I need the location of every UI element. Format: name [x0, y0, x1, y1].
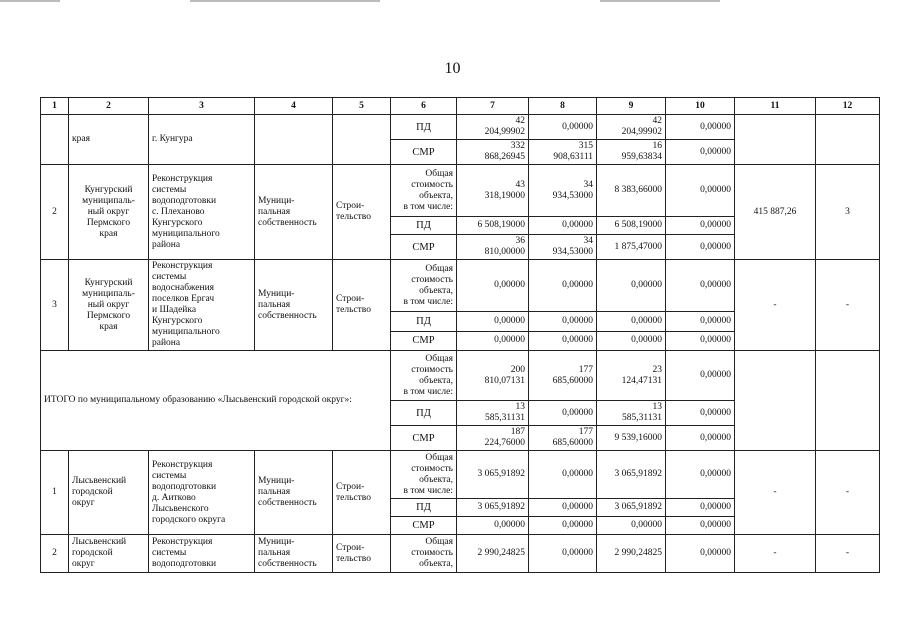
col12-cell: 3: [816, 165, 880, 260]
value-cell: 0,00000: [597, 331, 666, 351]
header-cell: 12: [816, 98, 880, 115]
value-cell: 6 508,19000: [457, 217, 529, 235]
page-number: 10: [444, 60, 461, 77]
district-cell: Лысьвенский городской округ: [69, 535, 149, 573]
scan-edge-line: [190, 0, 380, 2]
ownership-cell: Муници- пальная собственность: [255, 451, 333, 535]
header-cell: 5: [333, 98, 391, 115]
value-cell: 0,00000: [666, 401, 735, 426]
district-cell: Кунгурский муниципаль- ный округ Пермского края: [69, 260, 149, 351]
cell: [816, 351, 880, 451]
cost-type-cell: СМР: [391, 517, 457, 535]
value-cell: 34 934,53000: [529, 165, 597, 217]
value-cell: 0,00000: [666, 426, 735, 451]
value-cell: 0,00000: [666, 235, 735, 260]
row-number: 3: [41, 260, 69, 351]
cost-type-cell: Общая стоимость объекта, в том числе:: [391, 351, 457, 401]
value-cell: 13 585,31131: [597, 401, 666, 426]
header-cell: 7: [457, 98, 529, 115]
header-cell: 2: [69, 98, 149, 115]
table-row: [41, 260, 880, 312]
value-cell: 0,00000: [597, 517, 666, 535]
table-row: [41, 165, 880, 217]
table-row: [41, 115, 880, 140]
value-cell: 23 124,47131: [597, 351, 666, 401]
value-cell: 42 204,99902: [597, 115, 666, 140]
cell: [333, 115, 391, 165]
object-cell: Реконструкция системы водоподготовки с. Плеханово Кунгурского муниципального района: [149, 165, 255, 260]
value-cell: 0,00000: [457, 260, 529, 312]
cost-type-cell: Общая стоимость объекта,: [391, 535, 457, 573]
ownership-cell: Муници- пальная собственность: [255, 535, 333, 573]
district-cell: Лысьвенский городской округ: [69, 451, 149, 535]
ownership-cell: Муници- пальная собственность: [255, 260, 333, 351]
col11-cell: -: [735, 535, 816, 573]
object-cell: Реконструкция системы водоснабжения поселков Ергач и Шадейка Кунгурского муниципального района: [149, 260, 255, 351]
value-cell: 0,00000: [666, 115, 735, 140]
value-cell: 0,00000: [529, 535, 597, 573]
value-cell: 0,00000: [666, 217, 735, 235]
object-cell: Реконструкция системы водоподготовки: [149, 535, 255, 573]
value-cell: 6 508,19000: [597, 217, 666, 235]
value-cell: 0,00000: [666, 331, 735, 351]
col11-cell: -: [735, 260, 816, 351]
value-cell: 3 065,91892: [597, 499, 666, 517]
value-cell: 0,00000: [529, 499, 597, 517]
value-cell: 43 318,19000: [457, 165, 529, 217]
value-cell: 36 810,00000: [457, 235, 529, 260]
table-row: [41, 535, 880, 573]
cell: [735, 351, 816, 451]
col12-cell: -: [816, 451, 880, 535]
cost-type-cell: ПД: [391, 312, 457, 332]
value-cell: 0,00000: [666, 260, 735, 312]
value-cell: 13 585,31131: [457, 401, 529, 426]
header-cell: 9: [597, 98, 666, 115]
cost-type-cell: ПД: [391, 499, 457, 517]
value-cell: 0,00000: [529, 401, 597, 426]
header-cell: 1: [41, 98, 69, 115]
value-cell: 0,00000: [529, 451, 597, 499]
value-cell: 0,00000: [529, 260, 597, 312]
value-cell: 0,00000: [666, 517, 735, 535]
value-cell: 0,00000: [666, 451, 735, 499]
value-cell: 2 990,24825: [457, 535, 529, 573]
value-cell: 0,00000: [529, 331, 597, 351]
value-cell: 0,00000: [597, 312, 666, 332]
cost-type-cell: Общая стоимость объекта, в том числе:: [391, 451, 457, 499]
ownership-cell: Муници- пальная собственность: [255, 165, 333, 260]
value-cell: 0,00000: [666, 351, 735, 401]
value-cell: 0,00000: [457, 331, 529, 351]
header-cell: 11: [735, 98, 816, 115]
cost-type-cell: ПД: [391, 217, 457, 235]
cost-type-cell: СМР: [391, 426, 457, 451]
row-number: 1: [41, 451, 69, 535]
col11-cell: 415 887,26: [735, 165, 816, 260]
cost-type-cell: ПД: [391, 401, 457, 426]
value-cell: 3 065,91892: [457, 499, 529, 517]
row-number: 2: [41, 535, 69, 573]
header-cell: 10: [666, 98, 735, 115]
cell: [255, 115, 333, 165]
cost-type-cell: СМР: [391, 140, 457, 165]
col11-cell: -: [735, 451, 816, 535]
work-type-cell: Строи- тельство: [333, 451, 391, 535]
value-cell: 0,00000: [529, 115, 597, 140]
value-cell: 16 959,63834: [597, 140, 666, 165]
budget-table: [40, 97, 880, 573]
cell: [816, 115, 880, 165]
header-cell: 3: [149, 98, 255, 115]
value-cell: 332 868,26945: [457, 140, 529, 165]
value-cell: 0,00000: [666, 499, 735, 517]
value-cell: 8 383,66000: [597, 165, 666, 217]
scan-edge-line: [0, 0, 60, 2]
value-cell: 0,00000: [529, 217, 597, 235]
cost-type-cell: СМР: [391, 235, 457, 260]
scan-edge-line: [600, 0, 720, 2]
value-cell: 9 539,16000: [597, 426, 666, 451]
cell: [735, 115, 816, 165]
object-cell: г. Кунгура: [149, 115, 255, 165]
cell: [41, 115, 69, 165]
col12-cell: -: [816, 260, 880, 351]
value-cell: 0,00000: [529, 312, 597, 332]
cost-type-cell: Общая стоимость объекта, в том числе:: [391, 165, 457, 217]
value-cell: 187 224,76000: [457, 426, 529, 451]
district-cell: Кунгурский муниципаль- ный округ Пермского края: [69, 165, 149, 260]
table-row: [41, 351, 880, 401]
value-cell: 0,00000: [666, 535, 735, 573]
value-cell: 3 065,91892: [457, 451, 529, 499]
header-cell: 6: [391, 98, 457, 115]
work-type-cell: Строи- тельство: [333, 165, 391, 260]
value-cell: 177 685,60000: [529, 426, 597, 451]
work-type-cell: Строи- тельство: [333, 535, 391, 573]
table-row: [41, 451, 880, 499]
header-cell: 8: [529, 98, 597, 115]
value-cell: 0,00000: [666, 140, 735, 165]
col12-cell: -: [816, 535, 880, 573]
district-cell: края: [69, 115, 149, 165]
value-cell: 0,00000: [597, 260, 666, 312]
cost-type-cell: ПД: [391, 115, 457, 140]
total-label: ИТОГО по муниципальному образованию «Лысьвенский городской округ»:: [41, 351, 391, 451]
row-number: 2: [41, 165, 69, 260]
value-cell: 0,00000: [666, 312, 735, 332]
value-cell: 0,00000: [457, 517, 529, 535]
value-cell: 0,00000: [529, 517, 597, 535]
header-row: [41, 98, 880, 115]
value-cell: 315 908,63111: [529, 140, 597, 165]
value-cell: 0,00000: [457, 312, 529, 332]
work-type-cell: Строи- тельство: [333, 260, 391, 351]
cost-type-cell: Общая стоимость объекта, в том числе:: [391, 260, 457, 312]
value-cell: 42 204,99902: [457, 115, 529, 140]
header-cell: 4: [255, 98, 333, 115]
value-cell: 1 875,47000: [597, 235, 666, 260]
value-cell: 177 685,60000: [529, 351, 597, 401]
value-cell: 200 810,07131: [457, 351, 529, 401]
cost-type-cell: СМР: [391, 331, 457, 351]
value-cell: 2 990,24825: [597, 535, 666, 573]
value-cell: 34 934,53000: [529, 235, 597, 260]
value-cell: 3 065,91892: [597, 451, 666, 499]
object-cell: Реконструкция системы водоподготовки д. Аитково Лысьвенского городского округа: [149, 451, 255, 535]
value-cell: 0,00000: [666, 165, 735, 217]
